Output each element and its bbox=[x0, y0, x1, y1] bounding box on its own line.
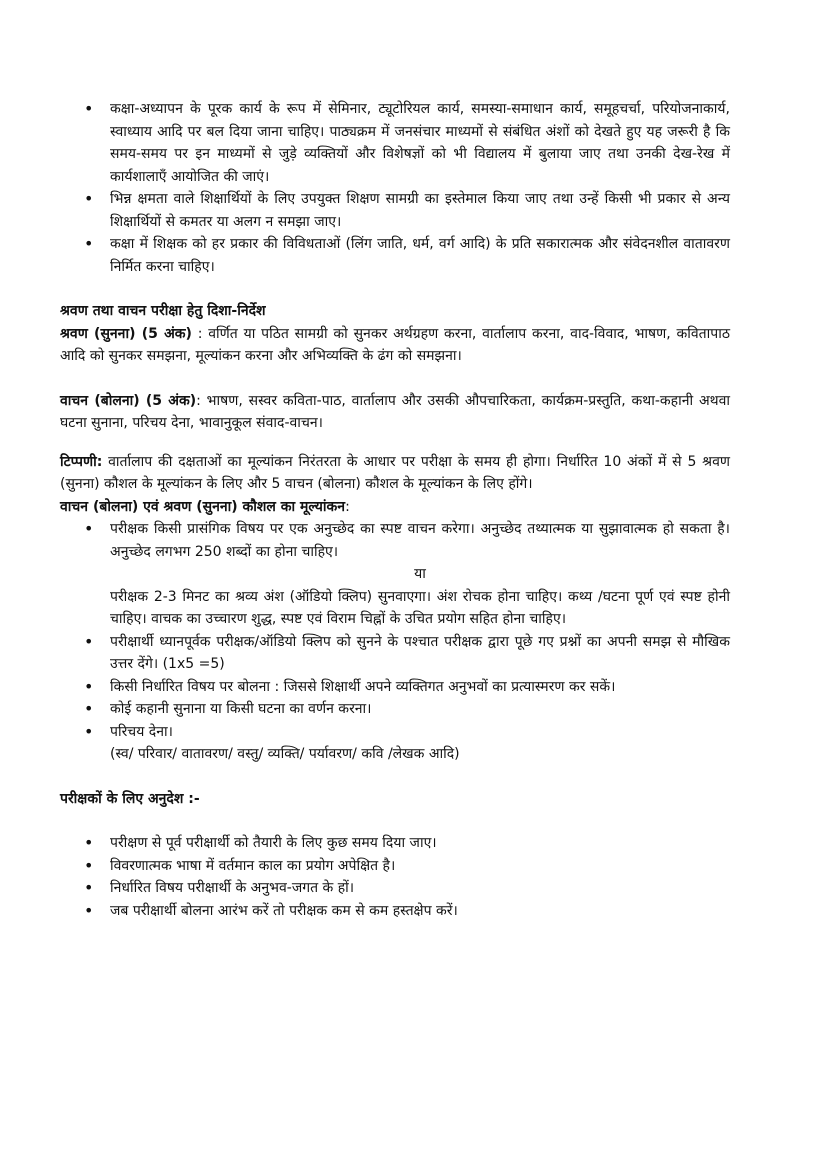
note-paragraph bbox=[60, 451, 730, 496]
audio-clip-paragraph: परीक्षक 2-3 मिनट का श्रव्य अंश (ऑडियो क्लिप) सुनवाएगा। अंश रोचक होना चाहिए। कथ्य /घटना पूर्ण एवं स्पष्ट होनी चाहिए। वाचक का उच्चारण शुद्ध, स्पष्ट एवं विराम चिह्नों के उचित प्रयोग सहित होना चाहिए। bbox=[110, 588, 730, 627]
or-separator: या bbox=[414, 566, 426, 582]
list-item: • कोई कहानी सुनाना या किसी घटना का वर्णन करना। bbox=[60, 698, 730, 721]
section-heading-examiner: परीक्षकों के लिए अनुदेश :- bbox=[60, 790, 200, 807]
document-page bbox=[60, 98, 730, 922]
list-item: • परीक्षक किसी प्रासंगिक विषय पर एक अनुच्छेद का स्पष्ट वाचन करेगा। अनुच्छेद तथ्यात्मक या सुझावात्मक हो सकता है। अनुच्छेद लगभग 250 शब्दों का होना चाहिए। bbox=[60, 518, 730, 563]
vachan-text: : भाषण, सस्वर कविता-पाठ, वार्तालाप और उसकी औपचारिकता, कार्यक्रम-प्रस्तुति, कथा-कहानी अथवा घटना सुनाना, परिचय देना, भावानुकूल संवाद-वाचन। bbox=[60, 392, 731, 431]
evaluation-bullet-list bbox=[60, 518, 730, 563]
intro-bullet-list bbox=[60, 98, 730, 278]
list-item: • जब परीक्षार्थी बोलना आरंभ करें तो परीक्षक कम से कम हस्तक्षेप करें। bbox=[60, 900, 730, 923]
evaluation-bullet-list-2 bbox=[60, 631, 730, 744]
list-item: • विवरणात्मक भाषा में वर्तमान काल का प्रयोग अपेक्षित है। bbox=[60, 855, 730, 878]
list-item: • निर्धारित विषय परीक्षार्थी के अनुभव-जगत के हों। bbox=[60, 877, 730, 900]
introduction-topics: (स्व/ परिवार/ वातावरण/ वस्तु/ व्यक्ति/ पर्यावरण/ कवि /लेखक आदि) bbox=[110, 746, 460, 762]
list-item: • परिचय देना। bbox=[60, 721, 730, 744]
list-item: • परीक्षार्थी ध्यानपूर्वक परीक्षक/ऑडियो क्लिप को सुनने के पश्चात परीक्षक द्वारा पूछे गए प्रश्नों का अपनी समझ से मौखिक उत्तर देंगे। (1x5 =5) bbox=[60, 631, 730, 676]
section-heading-guidelines: श्रवण तथा वाचन परीक्षा हेतु दिशा-निर्देश bbox=[60, 303, 266, 319]
vachan-paragraph bbox=[60, 390, 730, 435]
vachan-label: वाचन (बोलना) (5 अंक) bbox=[60, 392, 197, 409]
note-text: वार्तालाप की दक्षताओं का मूल्यांकन निरंतरता के आधार पर परीक्षा के समय ही होगा। निर्धारित 10 अंकों में से 5 श्रवण (सुनना) कौशल के मूल्यांकन के लिए और 5 वाचन (बोलना) कौशल के मूल्यांकन के लिए होंगे। bbox=[60, 453, 730, 492]
list-item: • किसी निर्धारित विषय पर बोलना : जिससे शिक्षार्थी अपने व्यक्तिगत अनुभवों का प्रत्यास्मरण कर सकें। bbox=[60, 676, 730, 699]
examiner-bullet-list bbox=[60, 832, 730, 922]
list-item: • परीक्षण से पूर्व परीक्षार्थी को तैयारी के लिए कुछ समय दिया जाए। bbox=[60, 832, 730, 855]
list-item: • भिन्न क्षमता वाले शिक्षार्थियों के लिए उपयुक्त शिक्षण सामग्री का इस्तेमाल किया जाए तथा उन्हें किसी भी प्रकार से अन्य शिक्षार्थियों से कमतर या अलग न समझा जाए। bbox=[60, 188, 730, 233]
shravan-text: : वर्णित या पठित सामग्री को सुनकर अर्थग्रहण करना, वार्तालाप करना, वाद-विवाद, भाषण, कवितापाठ आदि को सुनकर समझना, मूल्यांकन करना और अभिव्यक्ति के ढंग को समझना। bbox=[60, 325, 730, 364]
shravan-paragraph bbox=[60, 323, 730, 368]
note-label: टिप्पणी: bbox=[60, 453, 103, 470]
shravan-label: श्रवण (सुनना) (5 अंक) bbox=[60, 325, 192, 342]
list-item: • कक्षा में शिक्षक को हर प्रकार की विविधताओं (लिंग जाति, धर्म, वर्ग आदि) के प्रति सकारात्मक और संवेदनशील वातावरण निर्मित करना चाहिए। bbox=[60, 233, 730, 278]
list-item: • कक्षा-अध्यापन के पूरक कार्य के रूप में सेमिनार, ट्यूटोरियल कार्य, समस्या-समाधान कार्य, समूहचर्चा, परियोजनाकार्य, स्वाध्याय आदि पर बल दिया जाना चाहिए। पाठ्यक्रम में जनसंचार माध्यमों से संबंधित अंशों को देखते हुए यह जरूरी है कि समय-समय पर इन माध्यमों से जुड़े व्यक्तियों और विशेषज्ञों को भी विद्यालय में बुलाया जाए तथा उनकी देख-रेख में कार्यशालाएँ आयोजित की जाएं। bbox=[60, 98, 730, 188]
section-heading-evaluation: वाचन (बोलना) एवं श्रवण (सुनना) कौशल का मूल्यांकन: bbox=[60, 498, 350, 515]
